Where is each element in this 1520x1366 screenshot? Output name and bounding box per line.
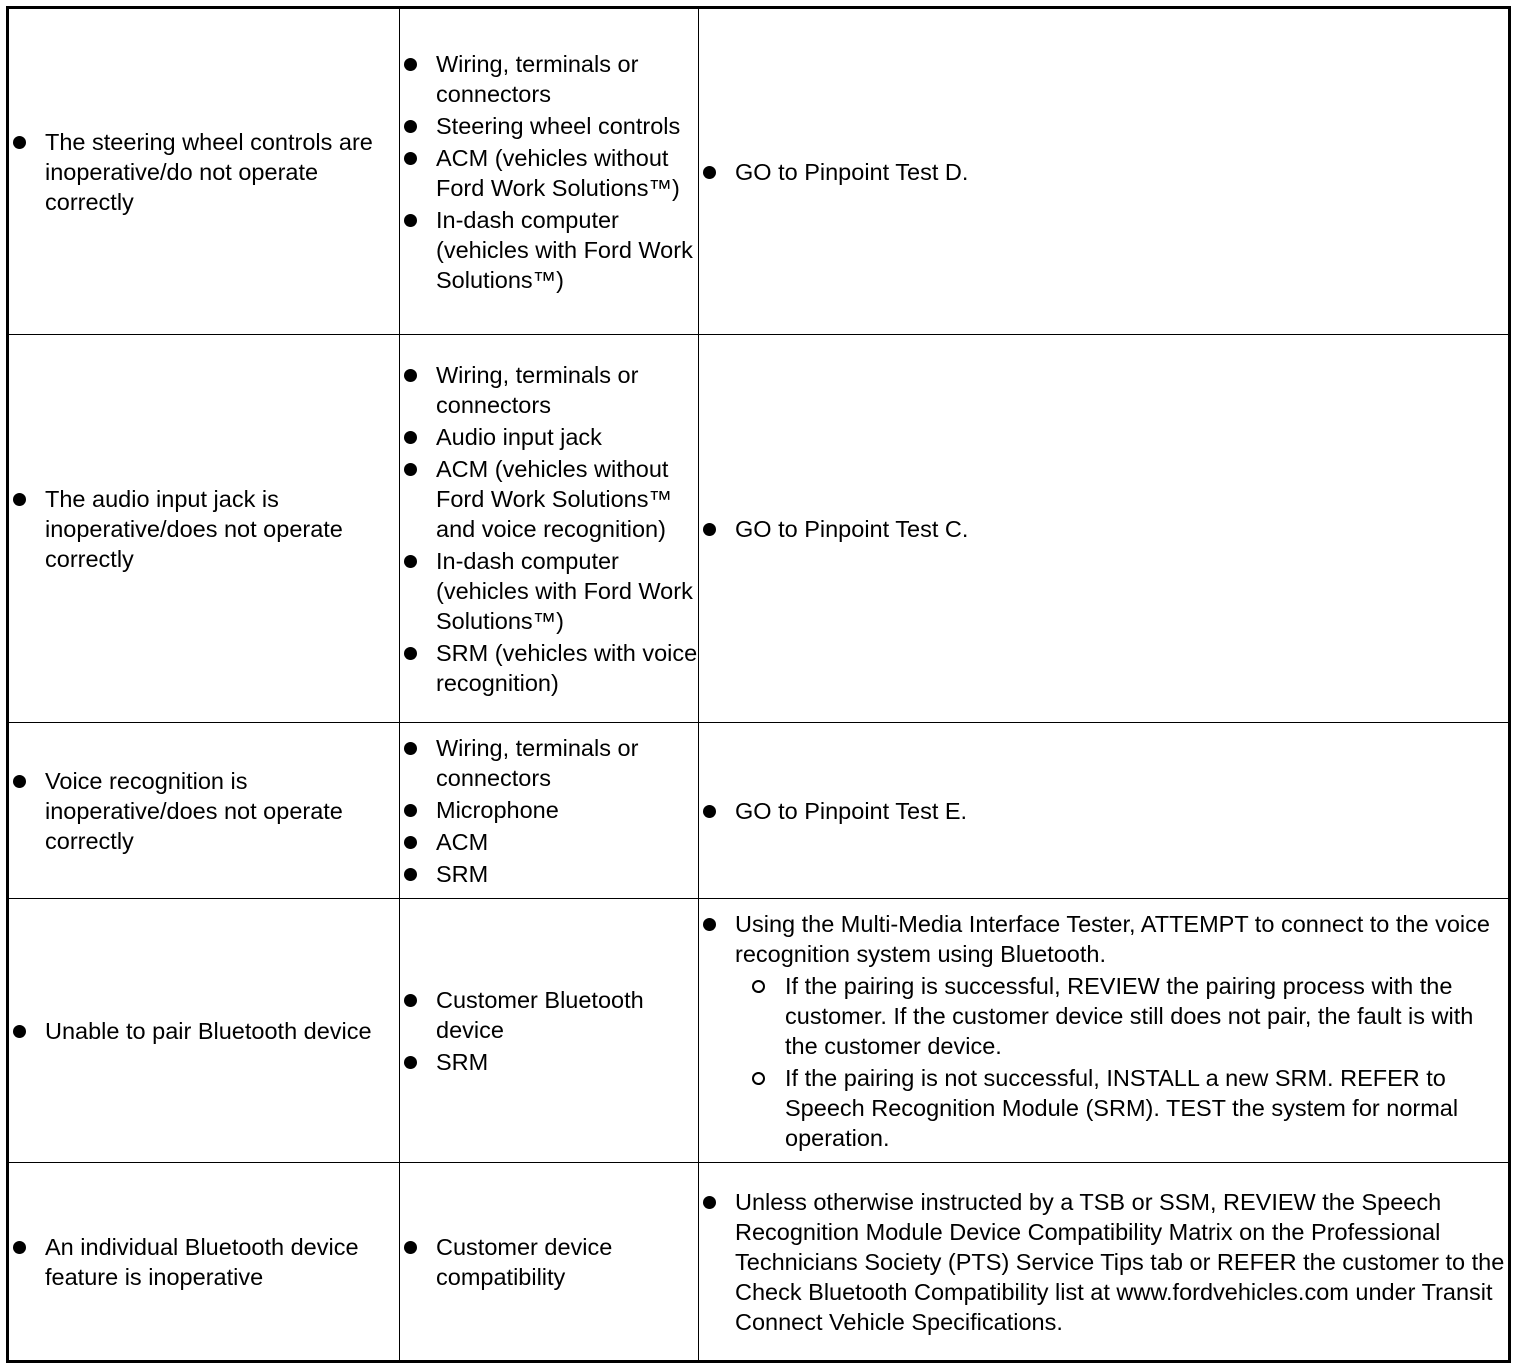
symptom-text: Voice recognition is inoperative/does not operate correctly bbox=[9, 766, 399, 856]
possible-source-item: SRM bbox=[400, 859, 698, 889]
action-cell bbox=[699, 8, 1510, 335]
possible-source-item: ACM (vehicles without Ford Work Solutions™) bbox=[400, 143, 698, 203]
possible-source-item: SRM (vehicles with voice recognition) bbox=[400, 638, 698, 698]
symptom-cell bbox=[8, 899, 400, 1163]
sub-action-item: If the pairing is successful, REVIEW the pairing process with the customer. If the customer device still does not pair, the fault is with the customer device. bbox=[735, 971, 1508, 1061]
possible-source-cell bbox=[400, 8, 699, 335]
table-row bbox=[8, 335, 1510, 723]
possible-source-cell bbox=[400, 1163, 699, 1362]
possible-source-item: Customer Bluetooth device bbox=[400, 985, 698, 1045]
possible-source-item: Steering wheel controls bbox=[400, 111, 698, 141]
possible-source-item: SRM bbox=[400, 1047, 698, 1077]
symptom-chart-table bbox=[6, 6, 1511, 1363]
possible-source-item: Wiring, terminals or connectors bbox=[400, 360, 698, 420]
action-text: Using the Multi-Media Interface Tester, ATTEMPT to connect to the voice recognition system using Bluetooth. bbox=[735, 910, 1490, 967]
action-cell bbox=[699, 723, 1510, 899]
action-text: GO to Pinpoint Test C. bbox=[699, 514, 1508, 544]
symptom-cell bbox=[8, 1163, 400, 1362]
symptom-text: The audio input jack is inoperative/does not operate correctly bbox=[9, 484, 399, 574]
possible-source-item: Audio input jack bbox=[400, 422, 698, 452]
action-text: GO to Pinpoint Test E. bbox=[699, 796, 1508, 826]
possible-source-item: In-dash computer (vehicles with Ford Work Solutions™) bbox=[400, 205, 698, 295]
symptom-cell bbox=[8, 335, 400, 723]
possible-source-item: Customer device compatibility bbox=[400, 1232, 698, 1292]
possible-source-item: Wiring, terminals or connectors bbox=[400, 733, 698, 793]
symptom-text: The steering wheel controls are inoperative/do not operate correctly bbox=[9, 127, 399, 217]
possible-source-item: In-dash computer (vehicles with Ford Work Solutions™) bbox=[400, 546, 698, 636]
sub-action-item: If the pairing is not successful, INSTALL a new SRM. REFER to Speech Recognition Module (SRM). TEST the system for normal operation. bbox=[735, 1063, 1508, 1153]
possible-source-cell bbox=[400, 335, 699, 723]
action-cell bbox=[699, 335, 1510, 723]
possible-source-cell bbox=[400, 899, 699, 1163]
table-row bbox=[8, 899, 1510, 1163]
action-item bbox=[699, 909, 1508, 1153]
possible-source-item: ACM (vehicles without Ford Work Solutions™ and voice recognition) bbox=[400, 454, 698, 544]
symptom-text: Unable to pair Bluetooth device bbox=[9, 1016, 399, 1046]
possible-source-cell bbox=[400, 723, 699, 899]
action-text: Unless otherwise instructed by a TSB or SSM, REVIEW the Speech Recognition Module Device Compatibility Matrix on the Professional Technicians Society (PTS) Service Tips tab or REFER the customer to the Check Bluetooth Compatibility list at www.fordvehicles.com under Transit Connect Vehicle Specifications. bbox=[699, 1187, 1508, 1337]
symptom-cell bbox=[8, 8, 400, 335]
table-row bbox=[8, 1163, 1510, 1362]
table-row bbox=[8, 8, 1510, 335]
possible-source-item: Microphone bbox=[400, 795, 698, 825]
symptom-cell bbox=[8, 723, 400, 899]
action-text: GO to Pinpoint Test D. bbox=[699, 157, 1508, 187]
table-row bbox=[8, 723, 1510, 899]
action-cell bbox=[699, 899, 1510, 1163]
possible-source-item: Wiring, terminals or connectors bbox=[400, 49, 698, 109]
possible-source-item: ACM bbox=[400, 827, 698, 857]
action-cell bbox=[699, 1163, 1510, 1362]
symptom-text: An individual Bluetooth device feature is inoperative bbox=[9, 1232, 399, 1292]
